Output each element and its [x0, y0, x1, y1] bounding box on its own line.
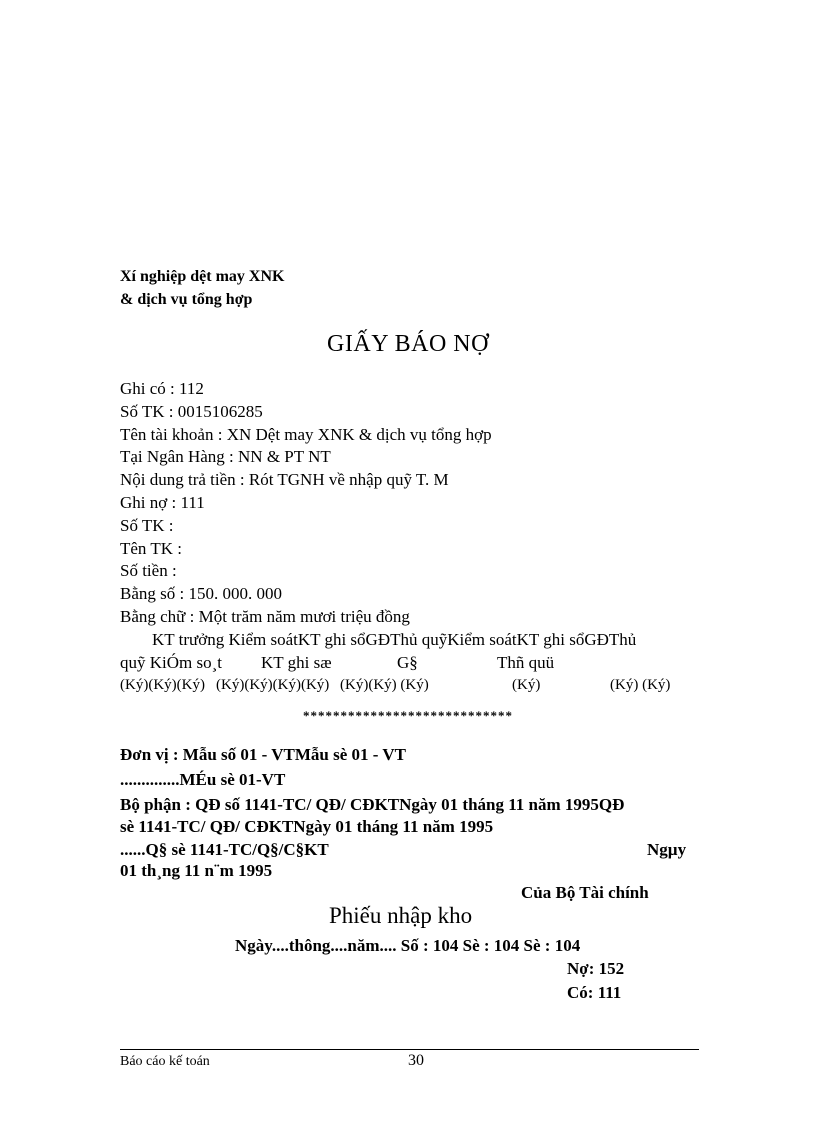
- section-separator: ****************************: [303, 708, 513, 723]
- signature-title-bookkeeper: KT ghi sæ: [261, 653, 332, 672]
- receipt-department-line2: sè 1141-TC/ QĐ/ CĐKTNgày 01 tháng 11 năm 1995: [120, 817, 494, 836]
- receipt-department-line1: Bộ phận : QĐ số 1141-TC/ QĐ/ CĐKTNgày 01 tháng 11 năm 1995QĐ: [120, 795, 625, 814]
- receipt-date-and-numbers: Ngày....thông....năm.... Số : 104 Sè : 104 Sè : 104: [235, 936, 581, 955]
- receipt-credit: Có: 111: [567, 983, 622, 1002]
- field-debit-account: Ghi nợ : 111: [120, 493, 205, 512]
- signature-marks-group3: (Ký)(Ký) (Ký): [340, 677, 429, 693]
- field-amount: Số tiền :: [120, 561, 177, 580]
- signature-title-director: G§: [397, 653, 418, 672]
- signature-marks-group4: (Ký): [512, 677, 541, 693]
- field-account-number-2: Số TK :: [120, 516, 174, 535]
- company-name-line1: Xí nghiệp dệt may XNK: [120, 268, 285, 285]
- field-account-number: Số TK : 0015106285: [120, 402, 263, 421]
- footer-divider: [120, 1049, 699, 1050]
- field-bank: Tại Ngân Hàng : NN & PT NT: [120, 447, 331, 466]
- signature-marks-group2: (Ký)(Ký)(Ký)(Ký): [216, 677, 330, 693]
- field-account-name: Tên tài khoản : XN Dệt may XNK & dịch vụ tổng hợp: [120, 425, 492, 444]
- receipt-debit: Nợ: 152: [567, 959, 625, 978]
- receipt-form-number-line: ..............MÉu sè 01-VT: [120, 770, 286, 789]
- footer-page-number: 30: [408, 1052, 424, 1069]
- debit-note-title: GIẤY BÁO NỢ: [327, 331, 489, 357]
- field-payment-content: Nội dung trả tiền : Rót TGNH về nhập quỹ T. M: [120, 470, 449, 489]
- field-amount-numbers: Bằng số : 150. 000. 000: [120, 584, 282, 603]
- footer-report-title: Báo cáo kế toán: [120, 1054, 210, 1069]
- signature-titles-line1: KT trưởng Kiểm soátKT ghi sổGĐThủ quỹKiểm soátKT ghi sổGĐThủ: [152, 630, 637, 649]
- signature-title-controller: quỹ KiÓm so¸t: [120, 653, 222, 672]
- receipt-date-label: Ngµy: [647, 840, 687, 859]
- receipt-decision-line: ......Q§ sè 1141-TC/Q§/C§KT: [120, 840, 329, 859]
- signature-marks-group5: (Ký) (Ký): [610, 677, 671, 693]
- signature-title-cashier: Thñ quü: [497, 653, 555, 672]
- receipt-ministry: Của Bộ Tài chính: [521, 883, 649, 902]
- receipt-decision-date: 01 th¸ng 11 n¨m 1995: [120, 861, 273, 880]
- receipt-unit-line: Đơn vị : Mẫu số 01 - VTMẫu sè 01 - VT: [120, 745, 406, 764]
- field-amount-words: Bằng chữ : Một trăm năm mươi triệu đồng: [120, 607, 410, 626]
- receipt-title: Phiếu nhập kho: [329, 903, 473, 928]
- field-credit-account: Ghi có : 112: [120, 379, 204, 398]
- field-account-name-2: Tên TK :: [120, 539, 183, 558]
- company-name-line2: & dịch vụ tổng hợp: [120, 291, 253, 308]
- signature-marks-group1: (Ký)(Ký)(Ký): [120, 677, 205, 693]
